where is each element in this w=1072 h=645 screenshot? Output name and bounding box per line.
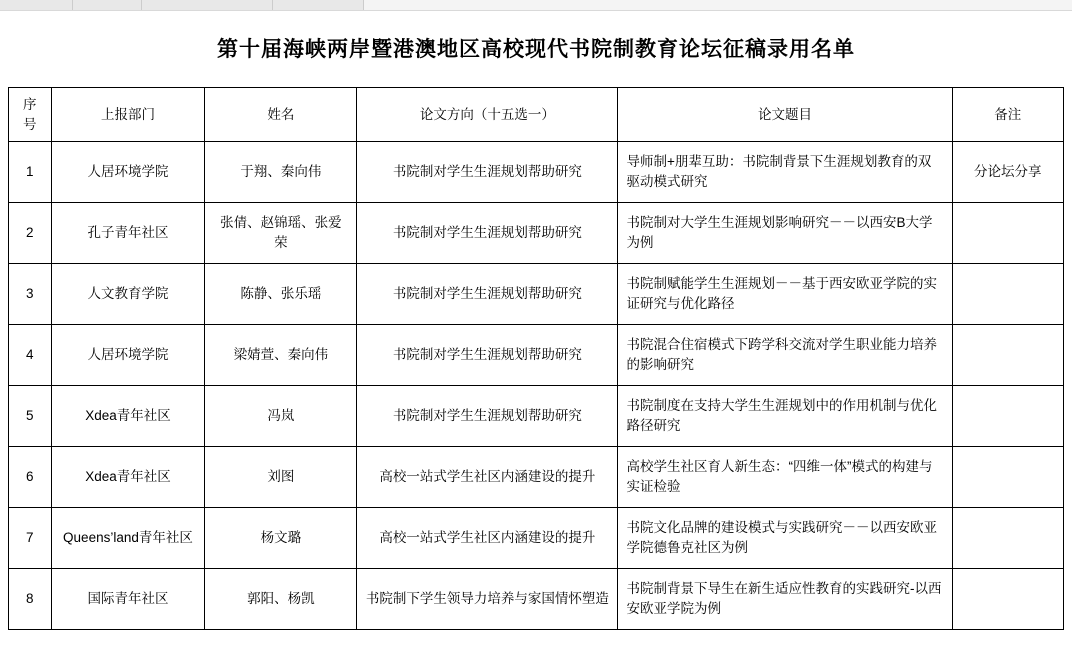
cell-direction: 书院制对学生生涯规划帮助研究 (357, 203, 618, 264)
column-header-topic: 论文题目 (618, 88, 952, 142)
cell-direction: 书院制对学生生涯规划帮助研究 (357, 264, 618, 325)
table-row (9, 203, 1064, 264)
table-row (9, 142, 1064, 203)
cell-name: 梁婧萱、秦向伟 (205, 325, 357, 386)
table-body (9, 142, 1064, 630)
cell-no: 7 (9, 508, 52, 569)
cell-name: 于翔、秦向伟 (205, 142, 357, 203)
cell-topic: 书院制赋能学生生涯规划－－基于西安欧亚学院的实证研究与优化路径 (618, 264, 952, 325)
cell-topic: 书院混合住宿模式下跨学科交流对学生职业能力培养的影响研究 (618, 325, 952, 386)
cell-note (952, 203, 1063, 264)
cell-no: 4 (9, 325, 52, 386)
table-row (9, 508, 1064, 569)
cell-name: 刘图 (205, 447, 357, 508)
column-header-dept: 上报部门 (51, 88, 205, 142)
cell-name: 杨文璐 (205, 508, 357, 569)
cell-no: 1 (9, 142, 52, 203)
table-row (9, 386, 1064, 447)
cell-topic: 高校学生社区育人新生态：“四维一体”模式的构建与实证检验 (618, 447, 952, 508)
column-header-direction: 论文方向（十五选一） (357, 88, 618, 142)
cell-dept: 人居环境学院 (51, 325, 205, 386)
table-header (9, 88, 1064, 142)
cell-dept: 孔子青年社区 (51, 203, 205, 264)
cell-no: 3 (9, 264, 52, 325)
cell-direction: 书院制对学生生涯规划帮助研究 (357, 325, 618, 386)
cell-no: 2 (9, 203, 52, 264)
cell-topic: 书院制度在支持大学生生涯规划中的作用机制与优化路径研究 (618, 386, 952, 447)
cell-direction: 书院制对学生生涯规划帮助研究 (357, 142, 618, 203)
top-strip-segment (73, 0, 142, 10)
column-header-name: 姓名 (205, 88, 357, 142)
cell-no: 6 (9, 447, 52, 508)
table-row (9, 447, 1064, 508)
top-strip-segment (142, 0, 273, 10)
top-strip-segment (0, 0, 73, 10)
cell-direction: 高校一站式学生社区内涵建设的提升 (357, 508, 618, 569)
cell-no: 5 (9, 386, 52, 447)
window-top-strip (0, 0, 1072, 11)
table-row (9, 569, 1064, 630)
cell-topic: 导师制+朋辈互助：书院制背景下生涯规划教育的双驱动模式研究 (618, 142, 952, 203)
cell-direction: 高校一站式学生社区内涵建设的提升 (357, 447, 618, 508)
cell-name: 陈静、张乐瑶 (205, 264, 357, 325)
cell-direction: 书院制下学生领导力培养与家国情怀塑造 (357, 569, 618, 630)
cell-note (952, 325, 1063, 386)
cell-note (952, 508, 1063, 569)
cell-name: 郭阳、杨凯 (205, 569, 357, 630)
table-header-row (9, 88, 1064, 142)
page-title: 第十届海峡两岸暨港澳地区高校现代书院制教育论坛征稿录用名单 (217, 38, 855, 61)
table-row (9, 325, 1064, 386)
cell-note (952, 264, 1063, 325)
cell-topic: 书院制对大学生生涯规划影响研究－－以西安B大学为例 (618, 203, 952, 264)
top-strip-segment (273, 0, 364, 10)
cell-topic: 书院文化品牌的建设模式与实践研究－－以西安欧亚学院德鲁克社区为例 (618, 508, 952, 569)
cell-direction: 书院制对学生生涯规划帮助研究 (357, 386, 618, 447)
cell-name: 张倩、赵锦瑶、张爱荣 (205, 203, 357, 264)
document-page (0, 11, 1072, 630)
cell-dept: 人居环境学院 (51, 142, 205, 203)
cell-dept: 国际青年社区 (51, 569, 205, 630)
column-header-note: 备注 (952, 88, 1063, 142)
cell-dept: Xdea青年社区 (51, 447, 205, 508)
table-row (9, 264, 1064, 325)
cell-dept: 人文教育学院 (51, 264, 205, 325)
cell-dept: Xdea青年社区 (51, 386, 205, 447)
cell-note (952, 569, 1063, 630)
cell-topic: 书院制背景下导生在新生适应性教育的实践研究-以西安欧亚学院为例 (618, 569, 952, 630)
cell-dept: Queens’land青年社区 (51, 508, 205, 569)
cell-no: 8 (9, 569, 52, 630)
column-header-no: 序号 (9, 88, 52, 142)
cell-note (952, 447, 1063, 508)
cell-name: 冯岚 (205, 386, 357, 447)
roster-table (8, 87, 1064, 630)
cell-note: 分论坛分享 (952, 142, 1063, 203)
cell-note (952, 386, 1063, 447)
